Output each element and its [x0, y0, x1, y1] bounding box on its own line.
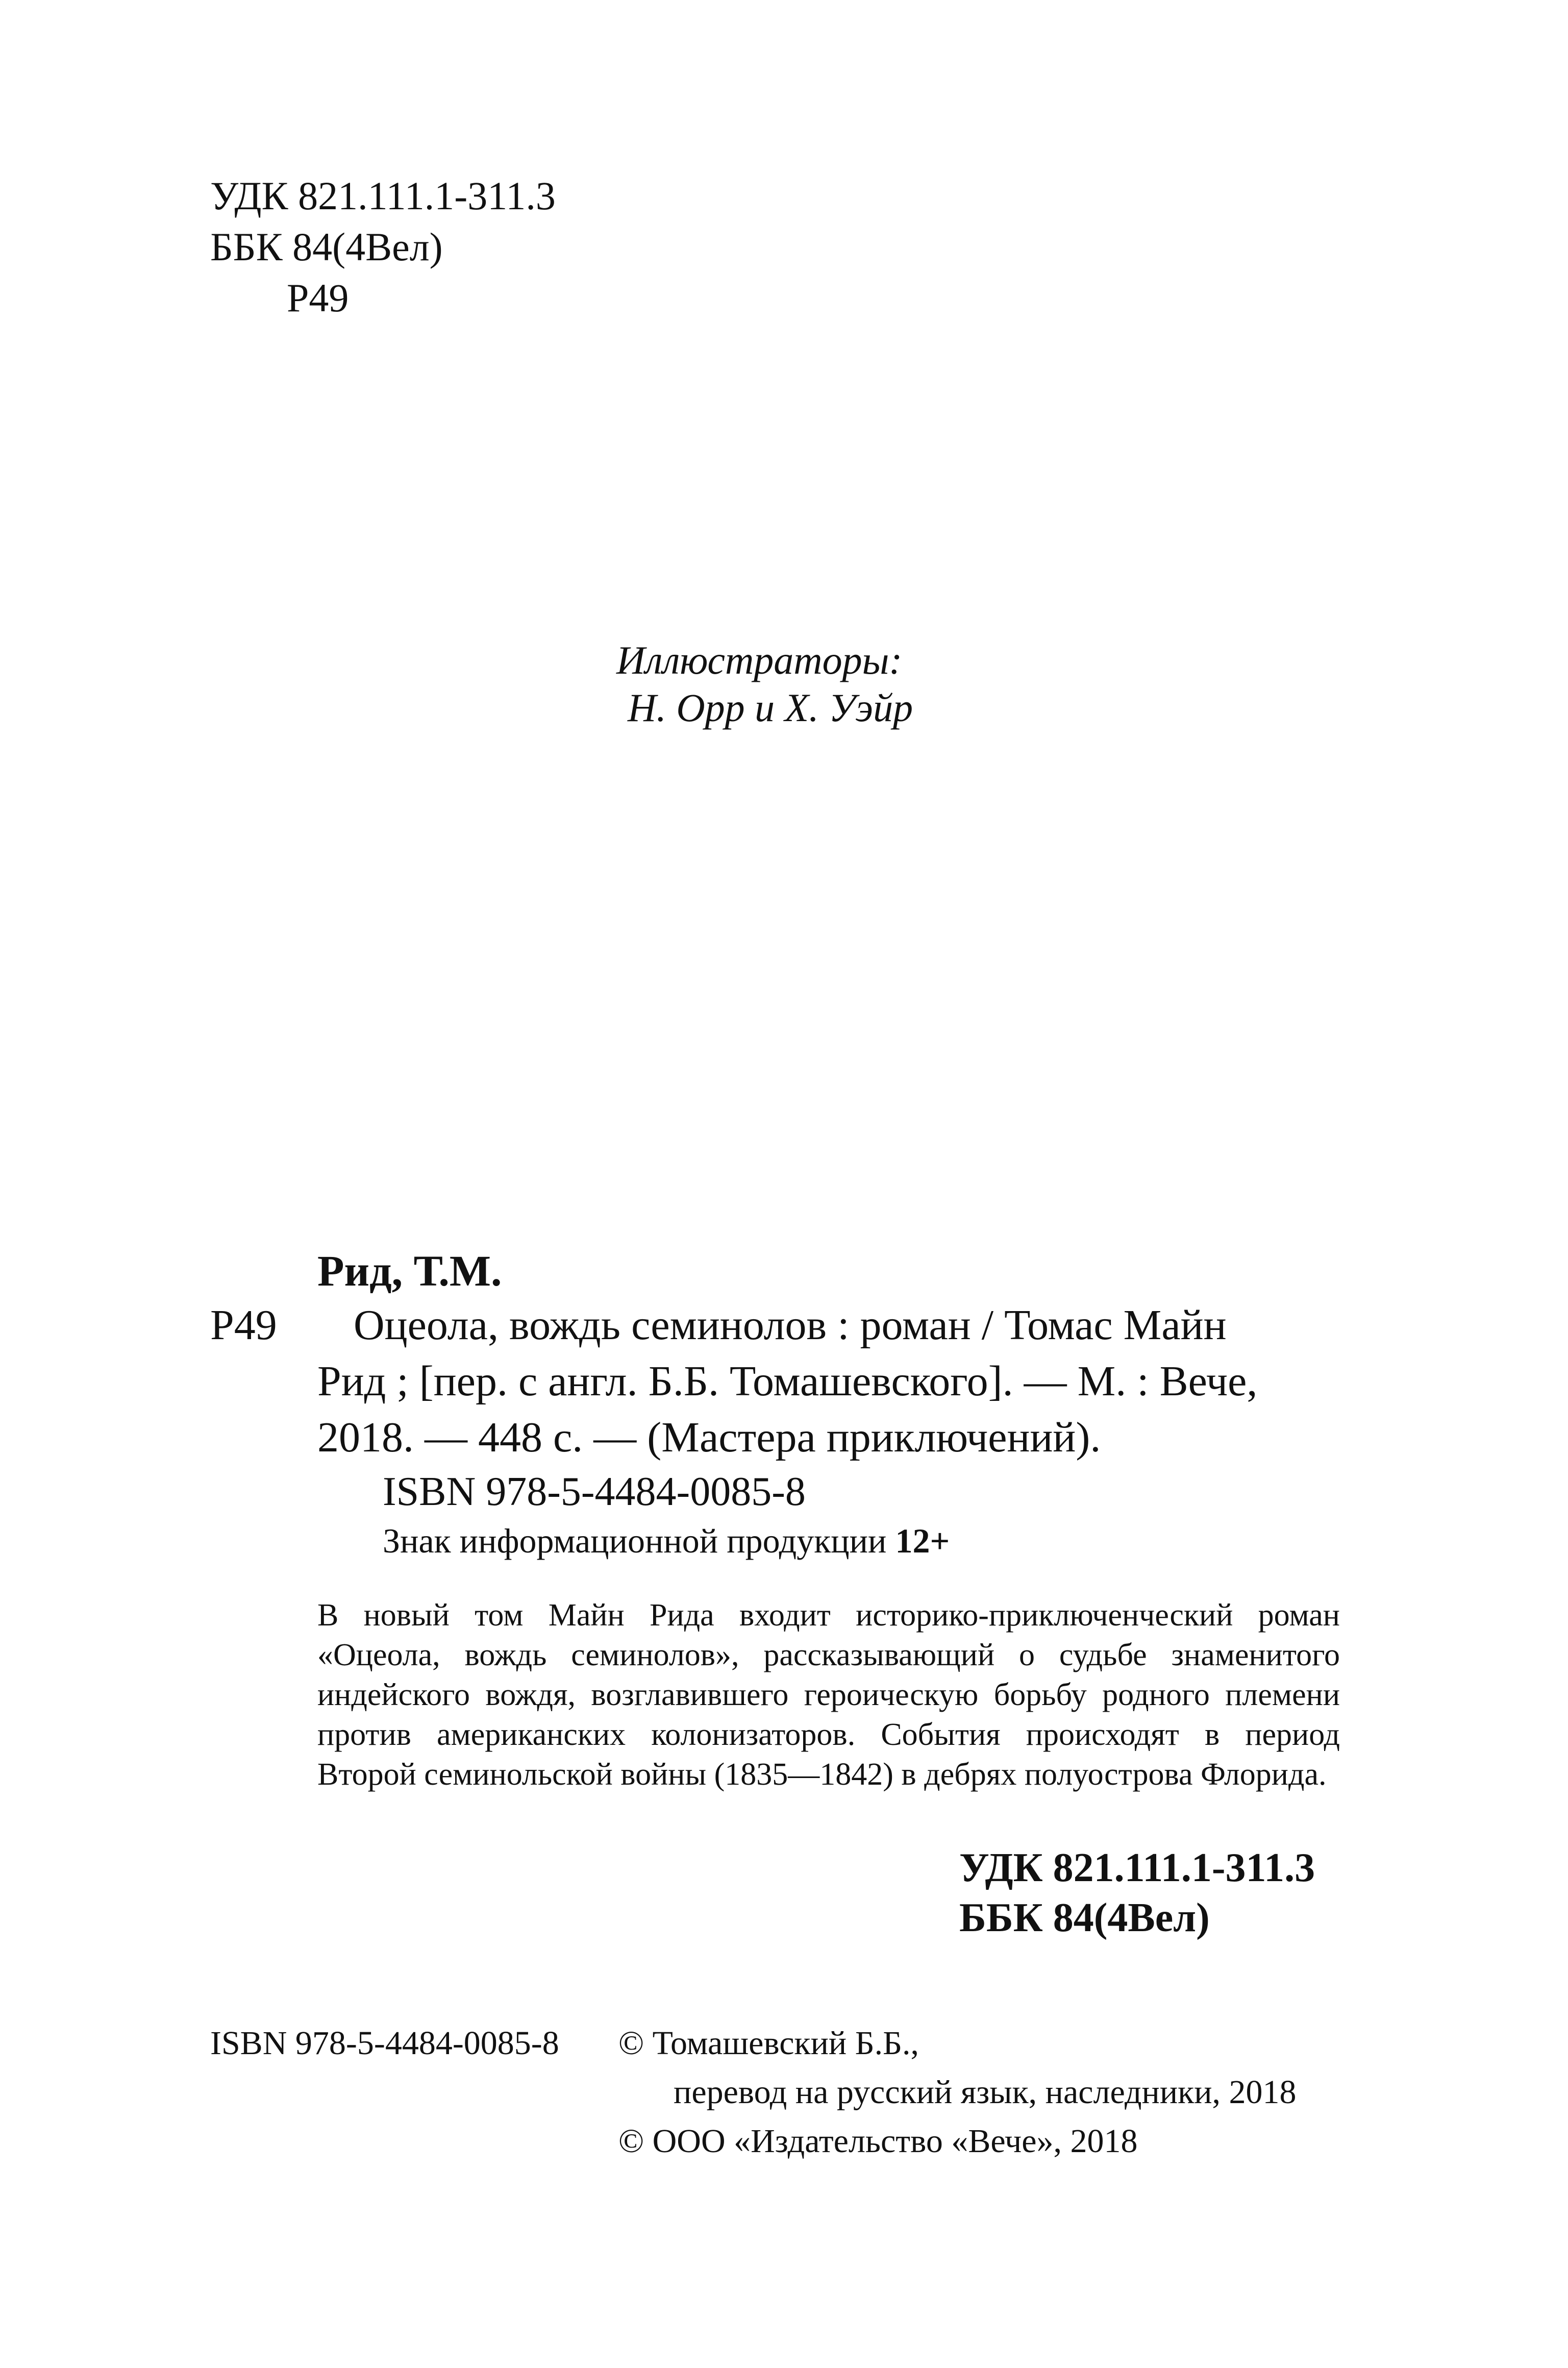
author-sign-card: Р49: [210, 1301, 277, 1349]
bbk-code-top: ББК 84(4Вел): [210, 225, 443, 269]
bbk-code-bottom: ББК 84(4Вел): [959, 1895, 1210, 1940]
udk-code-top: УДК 821.111.1-311.3: [210, 174, 556, 218]
author-heading: Рид, Т.М.: [317, 1246, 502, 1295]
illustrators-names: Н. Орр и Х. Уэйр: [628, 685, 913, 730]
copyright-line-3: © ООО «Издательство «Вече», 2018: [618, 2123, 1138, 2160]
info-sign-text: Знак информационной продукции: [383, 1521, 887, 1560]
info-sign-line: [383, 1521, 950, 1561]
illustrators-label: Иллюстраторы:: [616, 638, 903, 682]
description-line-1: Оцеола, вождь семинолов : роман / Томас Майн: [354, 1301, 1227, 1349]
age-rating: 12+: [895, 1521, 950, 1560]
udk-code-bottom: УДК 821.111.1-311.3: [959, 1845, 1315, 1890]
copyright-line-1: © Томашевский Б.Б.,: [618, 2025, 919, 2062]
description-line-3: 2018. — 448 с. — (Мастера приключений).: [317, 1414, 1101, 1461]
isbn-card: ISBN 978-5-4484-0085-8: [383, 1469, 806, 1514]
description-line-2: Рид ; [пер. с англ. Б.Б. Томашевского]. — М. : Вече,: [317, 1358, 1258, 1405]
isbn-footer: ISBN 978-5-4484-0085-8: [210, 2025, 559, 2062]
annotation-paragraph: В новый том Майн Рида входит историко-приключенческий роман «Оцеола, вождь семинолов», рассказывающий о судьбе знаменитого индейского вождя, возглавившего героическую борьбу родного племени против американских колонизаторов. События происходят в период Второй семинольской войны (1835—1842) в дебрях полуострова Флорида.: [317, 1598, 1340, 1792]
copyright-line-2: перевод на русский язык, наследники, 2018: [674, 2074, 1297, 2111]
author-sign-top: Р49: [287, 276, 349, 320]
